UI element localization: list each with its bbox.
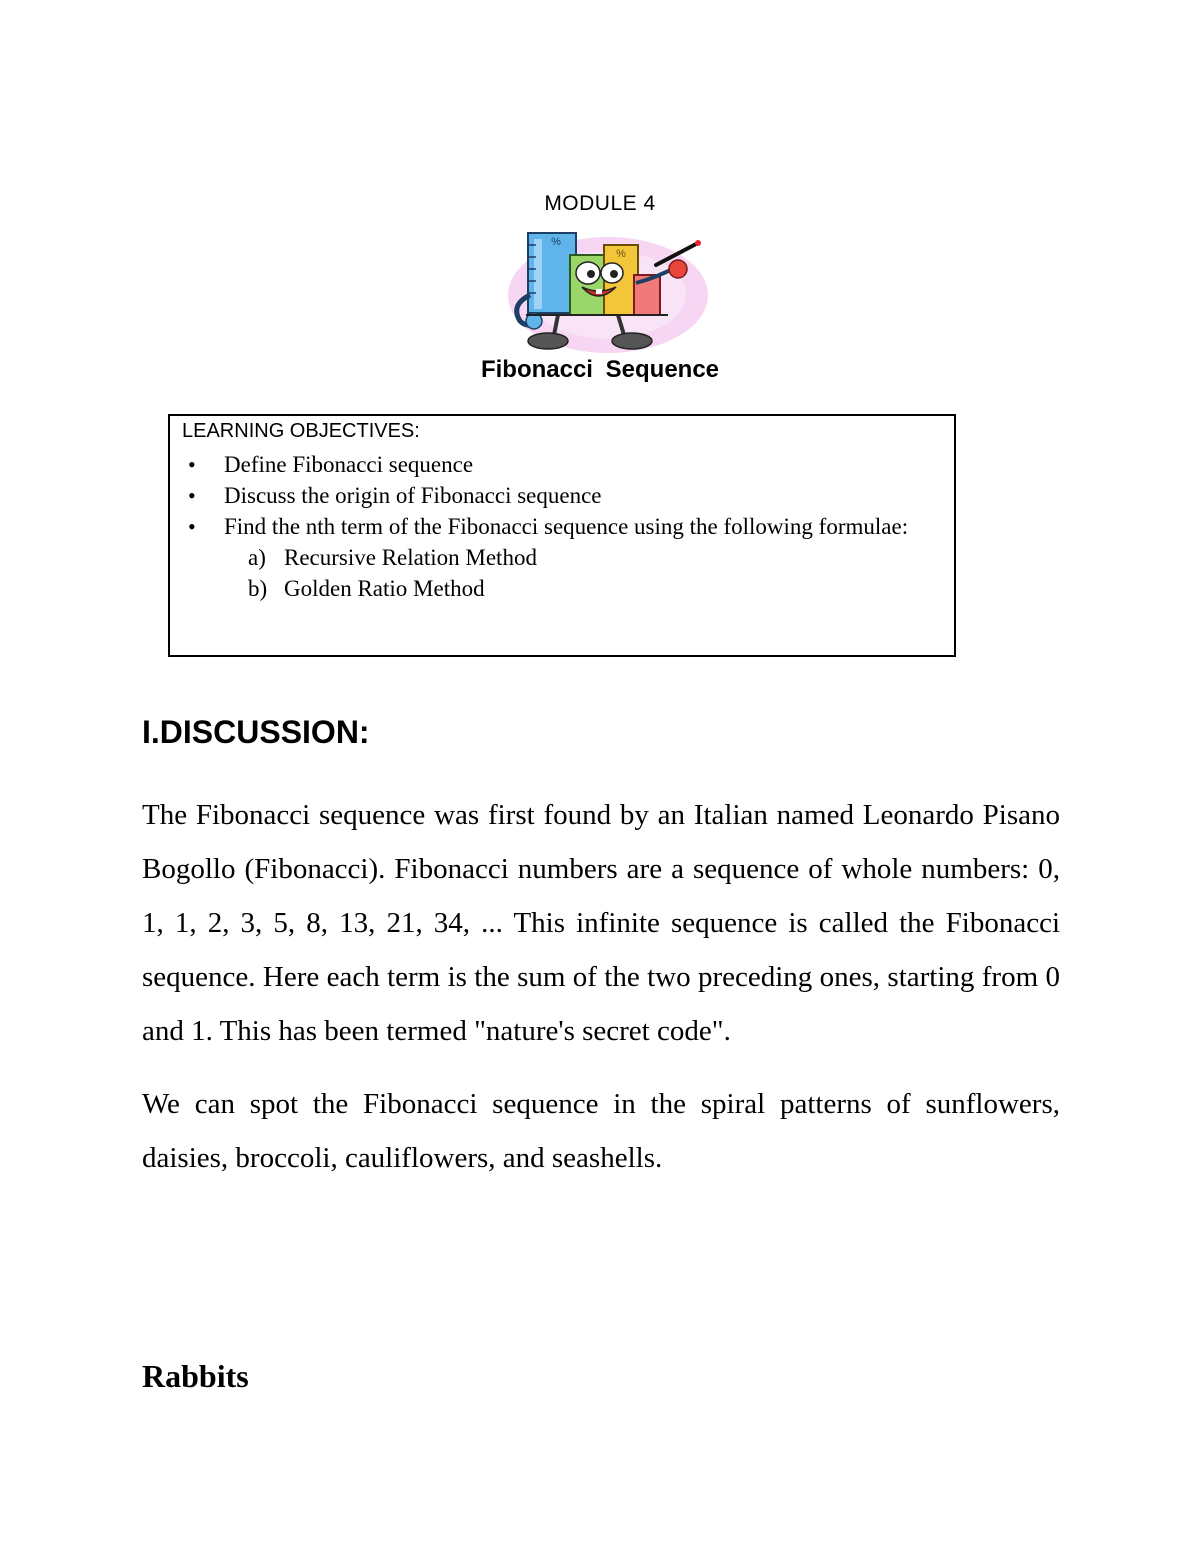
sub-objective-marker: a): [248, 545, 266, 570]
bullet-icon: •: [188, 452, 196, 477]
discussion-paragraph: We can spot the Fibonacci sequence in the spiral patterns of sunflowers, daisies, broccoli, cauliflowers, and seashells.: [142, 1088, 1060, 1174]
bullet-icon: •: [188, 514, 196, 539]
percent-glyph: %: [551, 236, 561, 248]
module-label: MODULE 4: [544, 192, 656, 215]
objective-text: Define Fibonacci sequence: [224, 452, 474, 477]
sub-objective-text: Golden Ratio Method: [284, 576, 485, 601]
objective-sublist: [224, 542, 942, 604]
bar-chart-mascot-icon: [498, 225, 718, 360]
rabbits-heading: Rabbits: [142, 1358, 249, 1394]
bullet-icon: •: [188, 483, 196, 508]
percent-glyph: %: [616, 248, 626, 260]
module-title: Fibonacci Sequence: [480, 356, 720, 383]
objective-text: Find the nth term of the Fibonacci sequence using the following formulae:: [224, 514, 909, 539]
objective-text: Discuss the origin of Fibonacci sequence: [224, 483, 602, 508]
sub-objective-item: [248, 573, 942, 604]
sub-objective-text: Recursive Relation Method: [284, 545, 537, 570]
learning-objectives-box: [168, 414, 956, 657]
sub-objective-item: [248, 542, 942, 573]
objective-item: [182, 480, 942, 511]
objective-item: [182, 511, 942, 604]
discussion-heading: I.DISCUSSION:: [142, 714, 370, 750]
objective-item: [182, 449, 942, 480]
objectives-heading: LEARNING OBJECTIVES:: [182, 420, 420, 442]
discussion-paragraph: The Fibonacci sequence was first found by an Italian named Leonardo Pisano Bogollo (Fibonacci). Fibonacci numbers are a sequence of whole numbers: 0, 1, 1, 2, 3, 5, 8, 13, 21, 34, ... This infinite sequence is called the Fibonacci sequence. Here each term is the sum of the two preceding ones, starting from 0 and 1. This has been termed "nature's secret code".: [142, 799, 1060, 1047]
objectives-list: [182, 449, 942, 604]
sub-objective-marker: b): [248, 576, 268, 601]
